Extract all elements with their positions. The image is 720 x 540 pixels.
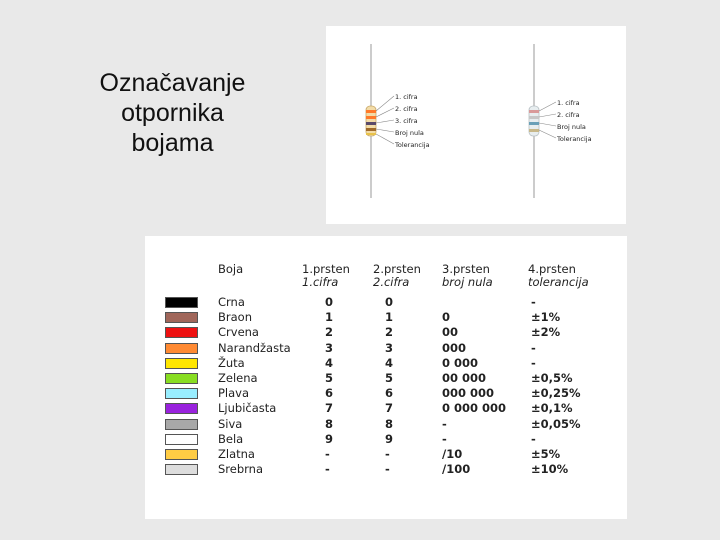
right-band-3 [529, 122, 539, 125]
table-row [145, 448, 627, 463]
color-name-cell: Crvena [218, 325, 259, 340]
first-digit-cell: 2 [325, 325, 334, 340]
second-digit-cell: 4 [385, 355, 394, 370]
multiplier-cell: /100 [442, 462, 471, 477]
header-ring-2-sub: 2.cifra [373, 275, 410, 289]
right-label-1: 1. cifra [557, 99, 580, 107]
tolerance-cell: ±0,05% [531, 416, 581, 431]
table-row [145, 372, 627, 387]
second-digit-cell: - [385, 447, 390, 461]
table-row [145, 418, 627, 433]
color-name-cell: Plava [218, 386, 250, 401]
title-line-3: bojama [131, 129, 214, 157]
color-name-cell: Crna [218, 295, 245, 309]
tolerance-cell: ±0,5% [531, 371, 573, 385]
right-band-1 [529, 110, 539, 113]
first-digit-cell: - [325, 447, 330, 461]
table-row [145, 433, 627, 448]
tolerance-cell: ±5% [531, 447, 561, 461]
right-band-4 [529, 129, 539, 132]
color-swatch [165, 297, 198, 308]
second-digit-cell: 2 [385, 325, 394, 340]
right-label-2: 2. cifra [557, 111, 580, 119]
color-swatch [165, 358, 198, 369]
multiplier-cell: 0 [442, 310, 451, 325]
right-label-4: Tolerancija [557, 135, 592, 143]
color-name-cell: Žuta [218, 355, 245, 370]
second-digit-cell: 0 [385, 295, 394, 309]
second-digit-cell: 9 [385, 431, 394, 446]
first-digit-cell: 1 [325, 310, 334, 325]
left-band-2 [366, 116, 376, 119]
first-digit-cell: 4 [325, 355, 334, 370]
tolerance-cell: - [531, 295, 536, 309]
first-digit-cell: 8 [325, 416, 334, 431]
tolerance-cell: - [531, 355, 536, 370]
color-name-cell: Srebrna [218, 462, 264, 477]
second-digit-cell: - [385, 462, 390, 477]
first-digit-cell: 3 [325, 340, 334, 355]
color-swatch [165, 403, 198, 414]
color-swatch [165, 312, 198, 323]
resistor-diagram [326, 26, 626, 224]
multiplier-cell: /10 [442, 447, 463, 461]
first-digit-cell: - [325, 462, 330, 477]
left-label-1: 1. cifra [395, 93, 418, 101]
color-name-cell: Braon [218, 310, 252, 325]
multiplier-cell: 00 [442, 325, 459, 340]
header-ring-4: 4.prsten [528, 262, 576, 276]
header-ring-1: 1.prsten [302, 262, 350, 276]
left-band-1 [366, 110, 376, 113]
second-digit-cell: 5 [385, 371, 394, 385]
multiplier-cell: 0 000 000 [442, 401, 507, 416]
table-row [145, 387, 627, 402]
multiplier-cell: 0 000 [442, 355, 479, 370]
left-band-4 [366, 128, 376, 131]
tolerance-cell: - [531, 431, 536, 446]
first-digit-cell: 9 [325, 431, 334, 446]
color-code-table [145, 236, 627, 519]
color-name-cell: Zlatna [218, 447, 255, 461]
slide-title [60, 68, 285, 158]
second-digit-cell: 3 [385, 340, 394, 355]
left-label-5: Tolerancija [395, 141, 430, 149]
header-ring-1-sub: 1.cifra [302, 275, 339, 289]
tolerance-cell: ±2% [531, 325, 561, 340]
left-band-5 [366, 133, 376, 135]
first-digit-cell: 7 [325, 401, 334, 416]
left-leader-lines [376, 96, 394, 144]
table-row [145, 402, 627, 417]
left-label-4: Broj nula [395, 129, 424, 137]
multiplier-cell: 000 [442, 340, 467, 355]
right-label-3: Broj nula [557, 123, 586, 131]
color-swatch [165, 464, 198, 475]
color-swatch [165, 343, 198, 354]
second-digit-cell: 6 [385, 386, 394, 401]
table-row [145, 342, 627, 357]
color-swatch [165, 449, 198, 460]
table-row [145, 463, 627, 478]
color-swatch [165, 327, 198, 338]
first-digit-cell: 6 [325, 386, 334, 401]
table-row [145, 326, 627, 341]
left-label-3: 3. cifra [395, 117, 418, 125]
title-line-2: otpornika [121, 99, 224, 127]
tolerance-cell: - [531, 340, 536, 355]
color-name-cell: Siva [218, 416, 243, 431]
color-swatch [165, 388, 198, 399]
header-ring-3-sub: broj nula [442, 275, 493, 289]
resistor-diagram-panel [326, 26, 626, 224]
left-label-2: 2. cifra [395, 105, 418, 113]
multiplier-cell: 00 000 [442, 371, 487, 385]
tolerance-cell: ±0,25% [531, 386, 581, 401]
second-digit-cell: 7 [385, 401, 394, 416]
table-row [145, 311, 627, 326]
header-ring-3: 3.prsten [442, 262, 490, 276]
second-digit-cell: 8 [385, 416, 394, 431]
right-leader-lines [539, 102, 556, 138]
first-digit-cell: 5 [325, 371, 334, 385]
header-ring-4-sub: tolerancija [528, 275, 589, 289]
header-boja: Boja [218, 262, 244, 276]
multiplier-cell: 000 000 [442, 386, 495, 401]
color-swatch [165, 373, 198, 384]
tolerance-cell: ±0,1% [531, 401, 573, 416]
title-line-1: Označavanje [99, 69, 246, 97]
color-swatch [165, 419, 198, 430]
right-band-2 [529, 116, 539, 119]
table-row [145, 296, 627, 311]
second-digit-cell: 1 [385, 310, 394, 325]
first-digit-cell: 0 [325, 295, 334, 309]
tolerance-cell: ±10% [531, 462, 569, 477]
color-name-cell: Zelena [218, 371, 258, 385]
header-ring-2: 2.prsten [373, 262, 421, 276]
left-band-3 [366, 122, 376, 125]
multiplier-cell: - [442, 431, 447, 446]
table-row [145, 357, 627, 372]
color-name-cell: Bela [218, 431, 244, 446]
tolerance-cell: ±1% [531, 310, 561, 325]
color-name-cell: Narandžasta [218, 340, 291, 355]
multiplier-cell: - [442, 416, 447, 431]
color-name-cell: Ljubičasta [218, 401, 277, 416]
color-swatch [165, 434, 198, 445]
